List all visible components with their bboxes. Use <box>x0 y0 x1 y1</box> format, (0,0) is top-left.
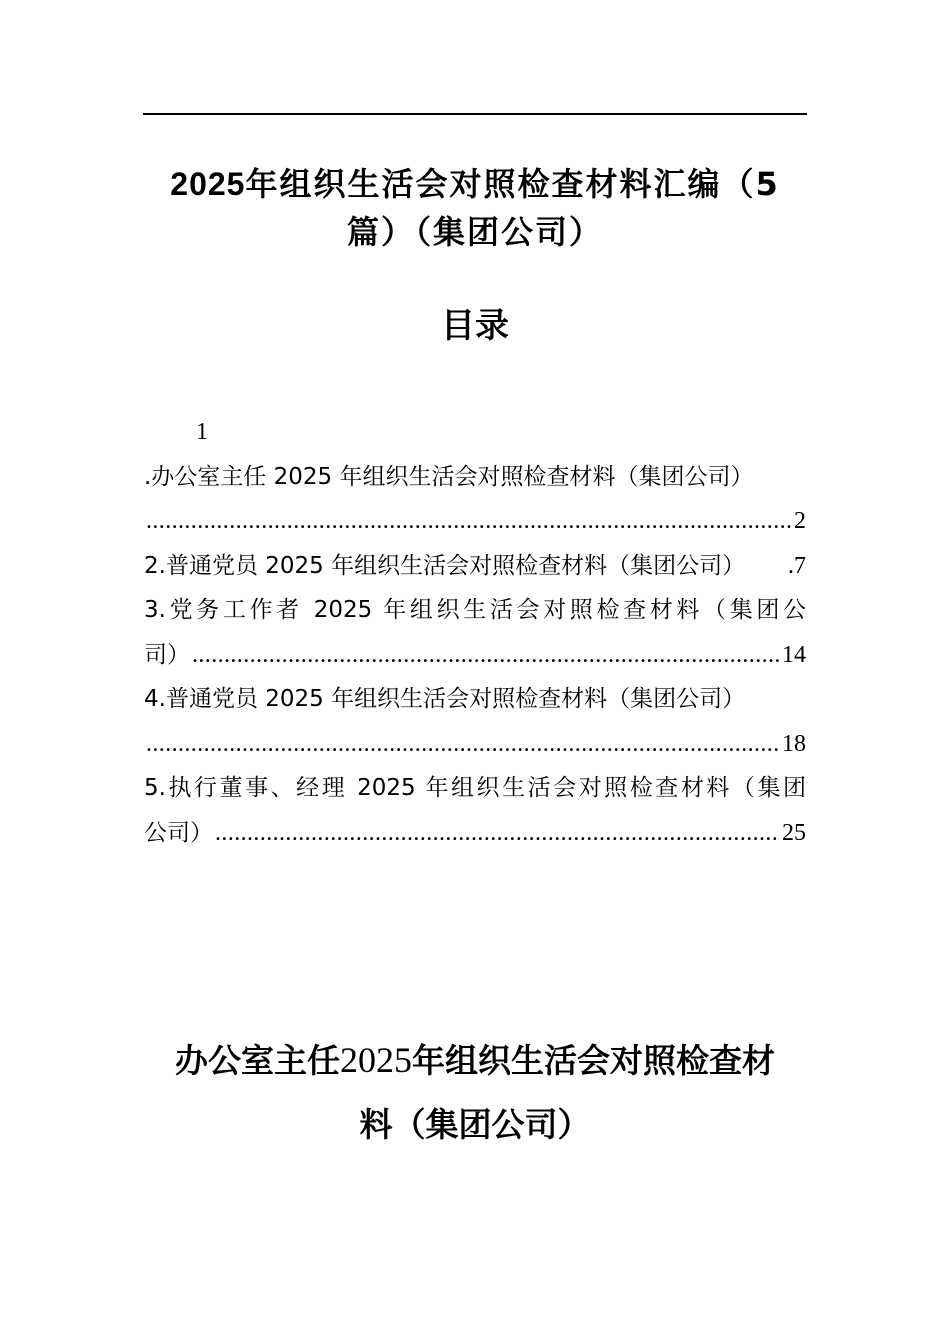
toc-entry-2-title: 2.普通党员 2025 年组织生活会对照检查材料（集团公司） <box>144 552 746 579</box>
toc-entry-3-title[interactable]: 3.党务工作者 2025 年组织生活会对照检查材料（集团公 <box>144 597 806 623</box>
toc-entry-4-leader[interactable] <box>144 722 806 767</box>
dot-leader <box>192 633 780 678</box>
toc-entry-2[interactable] <box>144 544 806 589</box>
dot-leader <box>146 722 780 767</box>
document-title-year: 2025 <box>170 166 246 202</box>
document-title-line-2: 篇）（集团公司） <box>346 213 603 251</box>
toc-entry-4-page: 18 <box>782 730 806 757</box>
section-title-role: 办公室主任 <box>175 1041 340 1080</box>
document-title-line-1-text: 年组织生活会对照检查材料汇编（5 <box>245 165 780 203</box>
section-title-line-1-text: 年组织生活会对照检查材 <box>412 1041 775 1080</box>
section-title-year: 2025 <box>340 1040 412 1080</box>
dot-leader <box>146 499 792 544</box>
toc-entry-5-title[interactable]: 5.执行董事、经理 2025 年组织生活会对照检查材料（集团 <box>144 775 806 801</box>
section-title <box>145 1028 805 1157</box>
toc-entry-5-leader-prefix: 公司） <box>144 819 213 846</box>
toc-entry-3-leader[interactable] <box>144 633 806 678</box>
document-title-line-1 <box>150 160 800 208</box>
toc-entry-2-page: .7 <box>788 552 806 579</box>
toc-entry-1-title[interactable]: .办公室主任 2025 年组织生活会对照检查材料（集团公司） <box>144 463 754 490</box>
section-title-line-2: 料（集团公司） <box>359 1105 591 1144</box>
toc-entry-3-page: 14 <box>782 641 806 668</box>
toc-entry-3-leader-prefix: 司） <box>144 641 190 668</box>
toc-entry-5-leader[interactable] <box>144 811 806 856</box>
toc-entry-1-page: 2 <box>794 508 806 534</box>
header-rule <box>143 113 807 115</box>
toc-entry-4-title[interactable]: 4.普通党员 2025 年组织生活会对照检查材料（集团公司） <box>144 686 746 712</box>
table-of-contents <box>144 410 806 855</box>
section-title-line-1 <box>145 1028 805 1093</box>
toc-entry-1-leader[interactable] <box>144 499 806 544</box>
document-title <box>150 160 800 256</box>
dot-leader <box>215 811 780 856</box>
toc-entry-1-number[interactable]: 1 <box>196 419 208 445</box>
toc-heading: 目录 <box>441 306 509 346</box>
toc-entry-5-page: 25 <box>782 819 806 846</box>
